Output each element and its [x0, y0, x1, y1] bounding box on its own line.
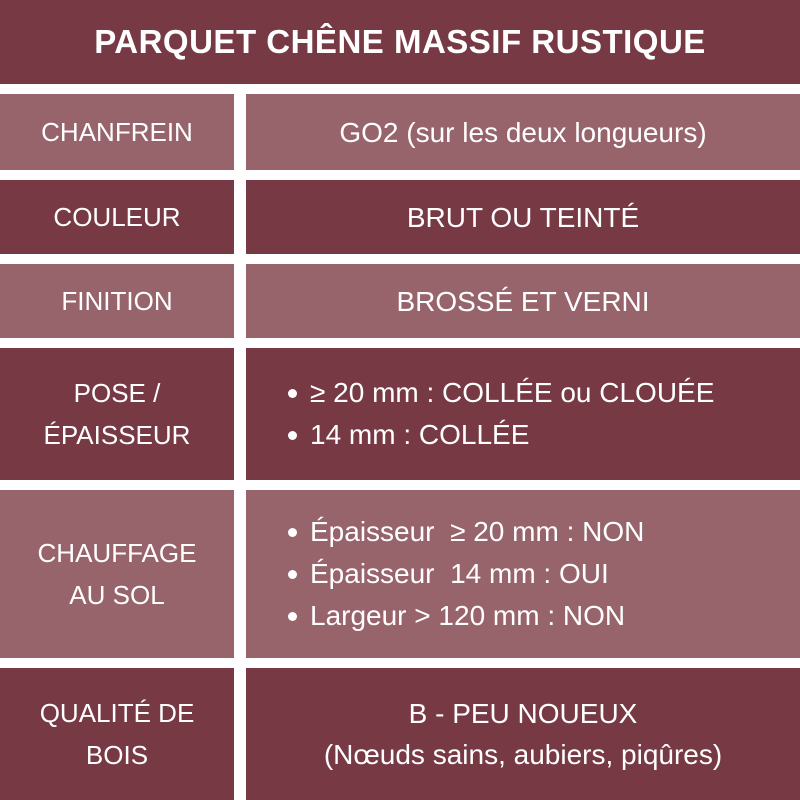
row-value-cell	[246, 490, 800, 658]
row-label-line: CHAUFFAGE	[37, 538, 197, 568]
row-label-cell	[0, 94, 234, 170]
list-item	[280, 553, 644, 595]
row-label-line: ÉPAISSEUR	[43, 420, 191, 450]
bullet-icon	[288, 570, 297, 579]
list-item	[280, 595, 644, 637]
row-value-cell	[246, 668, 800, 800]
row-label-line: AU SOL	[69, 580, 165, 610]
list-item	[280, 511, 644, 553]
list-item	[280, 372, 714, 414]
row-label-line: BOIS	[85, 740, 149, 770]
row-value: GO2 (sur les deux longueurs)	[339, 116, 707, 148]
table-row-pose	[0, 348, 800, 480]
table-row-couleur	[0, 180, 800, 254]
bullet-icon	[288, 612, 297, 621]
row-label-line: QUALITÉ DE	[39, 698, 195, 728]
bullet-icon	[288, 528, 297, 537]
bullet-icon	[288, 389, 297, 398]
row-value-cell	[246, 94, 800, 170]
row-value-line: (Nœuds sains, aubiers, piqûres)	[323, 739, 723, 770]
table-title-bar	[0, 0, 800, 84]
row-label-line: POSE /	[73, 378, 161, 408]
row-label: CHANFREIN	[41, 117, 193, 147]
list-item	[280, 414, 714, 456]
row-value-line: B - PEU NOUEUX	[408, 698, 638, 729]
row-label: FINITION	[61, 286, 173, 316]
row-value-cell	[246, 180, 800, 254]
list-item-text: ≥ 20 mm : COLLÉE ou CLOUÉE	[310, 377, 715, 408]
bullet-icon	[288, 431, 297, 440]
table-title: PARQUET CHÊNE MASSIF RUSTIQUE	[94, 23, 706, 60]
list-item-text: Épaisseur 14 mm : OUI	[310, 558, 609, 589]
table-row-finition	[0, 264, 800, 338]
table-row-qualite	[0, 668, 800, 800]
row-value: BROSSÉ ET VERNI	[396, 285, 650, 317]
row-label: COULEUR	[53, 202, 181, 232]
bullet-list	[280, 511, 644, 637]
table-row-chanfrein	[0, 94, 800, 170]
row-label-cell	[0, 180, 234, 254]
row-label-cell	[0, 490, 234, 658]
row-label-cell	[0, 668, 234, 800]
bullet-list	[280, 372, 714, 456]
row-value-cell	[246, 348, 800, 480]
list-item-text: 14 mm : COLLÉE	[310, 419, 530, 450]
row-value: BRUT OU TEINTÉ	[406, 201, 640, 233]
row-value-cell	[246, 264, 800, 338]
list-item-text: Épaisseur ≥ 20 mm : NON	[310, 516, 645, 547]
table-row-chauffage	[0, 490, 800, 658]
row-label-cell	[0, 348, 234, 480]
row-label-cell	[0, 264, 234, 338]
list-item-text: Largeur > 120 mm : NON	[310, 600, 626, 631]
